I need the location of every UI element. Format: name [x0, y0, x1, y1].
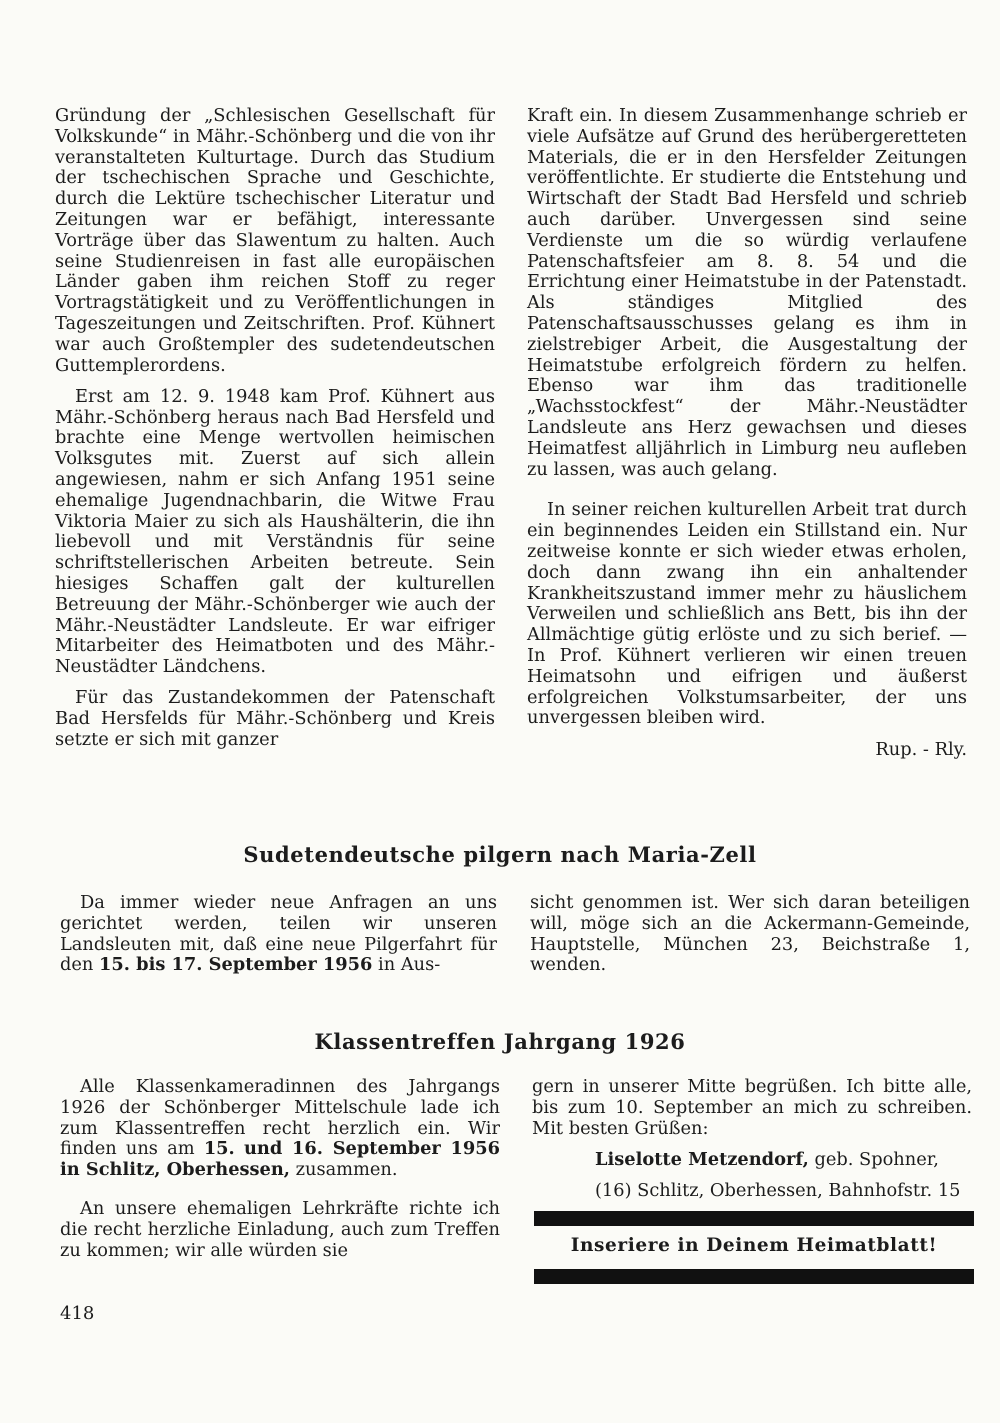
article2-text-end: in Aus-	[372, 954, 441, 976]
article3-p1-bold-date: 15.	[203, 1138, 235, 1160]
article3-p1-end: zusammen.	[289, 1159, 398, 1181]
article2-right-column	[530, 893, 970, 987]
article2-left-column	[60, 893, 497, 987]
article2-text-start: Da immer wieder neue Anfragen an uns gerichtet werden, teilen wir unseren Landsleuten mit, daß eine neue Pilgerfahrt für den	[60, 892, 497, 976]
article3-sender	[532, 1150, 972, 1171]
article3-right-text: gern in unserer Mitte begrüßen. Ich bitte alle, bis zum 10. September an mich zu schreiben. Mit besten Grüßen:	[532, 1076, 972, 1139]
article2-dates: 15. bis 17. September 1956	[99, 954, 373, 976]
advert-text: Inseriere in Deinem Heimatblatt!	[570, 1235, 938, 1256]
article3-right-column	[532, 1077, 972, 1212]
article3-p1-space	[235, 1138, 244, 1159]
article3-paragraph-2: An unsere ehemaligen Lehrkräfte richte ich die recht herzliche Einladung, auch zum Treffen zu kommen; wir alle würden sie	[60, 1197, 500, 1261]
article3-left-column	[60, 1077, 500, 1272]
article1-paragraph-3: Für das Zustandekommen der Patenschaft Bad Hersfelds für Mähr.-Schönberg und Kreis setzte er sich mit ganzer	[55, 687, 495, 750]
article3-p1-start: Alle Klassenkameradinnen des Jahrgangs 1926 der Schönberger Mittelschule lade ich zum Klassentreffen recht herzlich ein. Wir finden uns am	[60, 1076, 500, 1160]
advert-bar-top	[534, 1211, 974, 1226]
article3-sender-address: (16) Schlitz, Oberhessen, Bahnhofstr. 15	[595, 1179, 961, 1201]
advert-bar-bottom	[534, 1269, 974, 1284]
page-number: 418	[60, 1303, 95, 1324]
article1-paragraph-1: Gründung der „Schlesischen Gesellschaft für Volkskunde“ in Mähr.-Schönberg und die von ihr veranstalteten Kulturtage. Durch das Studium der tschechischen Sprache und Geschichte, durch die Lektüre tschechischer Literatur und Zeitungen war er befähigt, interessante Vorträge über das Slawentum zu halten. Auch seine Studienreisen in fast alle europäischen Länder gaben ihm reichen Stoff zu reger Vortragstätigkeit und zu Veröffentlichungen in Tageszeitungen und Zeitschriften. Prof. Kühnert war auch Großtempler des sudetendeutschen Guttemplerordens.	[55, 105, 495, 376]
article3-paragraph-1	[60, 1077, 500, 1181]
article3-sender-maiden: geb. Spohner,	[808, 1148, 939, 1170]
article1-left-column	[55, 106, 495, 761]
article1-paragraph-4: Kraft ein. In diesem Zusammenhange schrieb er viele Aufsätze auf Grund des herübergeretteten Materials, die er in den Hersfelder Zeitungen veröffentlichte. Er studierte die Entstehung und Wirtschaft der Stadt Bad Hersfeld und schrieb auch darüber. Unvergessen sind seine Verdienste um die so würdig verlaufene Patenschaftsfeier am 8. 8. 54 und die Errichtung einer Heimatstube in der Patenstadt. Als ständiges Mitglied des Patenschaftsausschusses gelang es ihm in zielstrebiger Arbeit, die Ausgestaltung der Heimatstube erfolgreich fördern zu helfen. Ebenso war ihm das traditionelle „Wachsstockfest“ der Mähr.-Neustädter Landsleute ans Herz gewachsen und dieses Heimatfest alljährlich in Limburg neu aufleben zu lassen, was auch gelang.	[527, 105, 967, 480]
article2-left-text	[60, 893, 497, 976]
article3-sender-name: Liselotte Metzendorf,	[595, 1148, 809, 1170]
article1-signature: Rup. - Rly.	[875, 738, 967, 760]
article1-paragraph-2: Erst am 12. 9. 1948 kam Prof. Kühnert aus Mähr.-Schönberg heraus nach Bad Hersfeld und brachte eine Menge wertvollen heimischen Volksgutes mit. Zuerst auf sich allein angewiesen, nahm er sich Anfang 1951 seine ehemalige Jugendnachbarin, die Witwe Frau Viktoria Maier zu sich als Haushälterin, die ihn liebevoll und mit Verständnis für seine schriftstellerischen Arbeiten betreute. Sein hiesiges Schaffen galt der kulturellen Betreuung der Mähr.-Schönberger wie auch der Mähr.-Neustädter Landsleute. Er war eifriger Mitarbeiter des Heimatboten und des Mähr.-Neustädter Ländchens.	[55, 385, 495, 678]
article1-paragraph-5: In seiner reichen kulturellen Arbeit trat durch ein beginnendes Leiden ein Stillstand ein. Nur zeitweise konnte er sich wieder etwas erholen, doch dann zwang ihn ein anhaltender Krankheitszustand immer mehr zu häuslichem Verweilen und schließlich ans Bett, bis ihn der Allmächtige gütig erlöste und zu sich berief. — In Prof. Kühnert verlieren wir einen treuen Heimatsohn und eifrigen und äußerst erfolgreichen Volkstumsarbeiter, der uns unvergessen bleiben wird.	[527, 499, 967, 729]
article3-p1-bold-place: und 16. September 1956 in Schlitz, Oberhessen,	[60, 1138, 500, 1181]
article1-right-column	[527, 106, 967, 771]
article2-headline: Sudetendeutsche pilgern nach Maria-Zell	[243, 842, 757, 867]
article3-headline: Klassentreffen Jahrgang 1926	[314, 1029, 686, 1054]
article2-right-text: sicht genommen ist. Wer sich daran beteiligen will, möge sich an die Ackermann-Gemeinde, Hauptstelle, München 23, Beichstraße 1, wenden.	[530, 892, 970, 976]
